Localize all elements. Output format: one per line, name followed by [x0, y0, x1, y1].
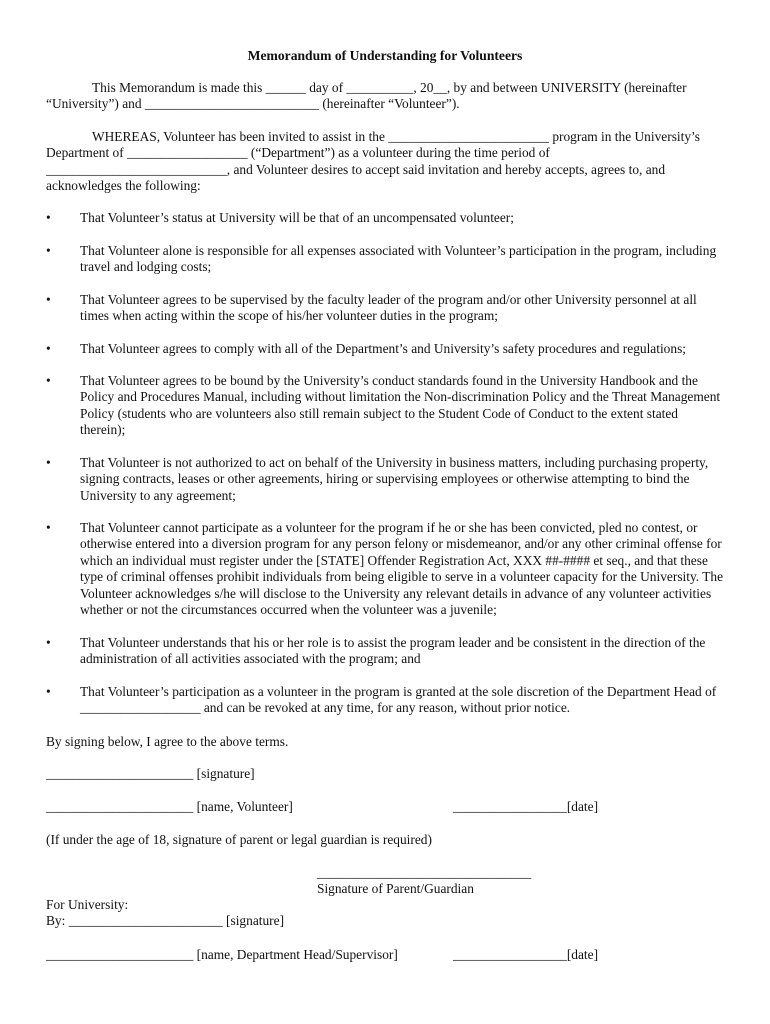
bullet-text: That Volunteer alone is responsible for all expenses associated with Volunteer’s participation in the program, including travel and lodging costs; [80, 243, 717, 275]
bullet-item [46, 635, 726, 668]
volunteer-signature-line: ______________________ [signature] [46, 766, 255, 781]
bullet-item [46, 341, 726, 357]
department-head-date-line: _________________[date] [453, 947, 599, 962]
bullet-item [46, 373, 726, 439]
bullet-symbol: • [46, 243, 51, 258]
bullet-item [46, 210, 726, 226]
bullet-item [46, 684, 726, 717]
volunteer-date-line: _________________[date] [453, 799, 599, 814]
bullet-item [46, 243, 726, 276]
bullet-text: That Volunteer understands that his or her role is to assist the program leader and be consistent in the direction of the administration of all activities associated with the program; and [80, 635, 706, 667]
department-head-name-line: ______________________ [name, Department Head/Supervisor] [46, 947, 398, 962]
for-university-label: For University: [46, 897, 129, 912]
bullet-text: That Volunteer agrees to comply with all of the Department’s and University’s safety procedures and regulations; [80, 341, 687, 356]
bullet-text: That Volunteer’s status at University will be that of an uncompensated volunteer; [80, 210, 514, 225]
intro-paragraph: This Memorandum is made this ______ day of __________, 20__, by and between UNIVERSITY (hereinafter “University”) and __________________________ (hereinafter “Volunteer”). [46, 80, 687, 112]
bullet-symbol: • [46, 292, 51, 307]
bullet-item [46, 455, 726, 504]
guardian-signature-line: ________________________________ [317, 865, 532, 880]
bullet-item [46, 292, 726, 325]
bullet-symbol: • [46, 520, 51, 535]
guardian-signature-label: Signature of Parent/Guardian [317, 881, 474, 896]
document-title: Memorandum of Understanding for Volunteers [247, 48, 523, 63]
bullet-text: That Volunteer’s participation as a volunteer in the program is granted at the sole discretion of the Department Head of __________________ and can be revoked at any time, for any reason, without prior notice. [80, 684, 717, 716]
guardian-note: (If under the age of 18, signature of parent or legal guardian is required) [46, 832, 432, 847]
bullet-symbol: • [46, 455, 51, 470]
bullet-symbol: • [46, 341, 51, 356]
bullet-symbol: • [46, 373, 51, 388]
bullet-text: That Volunteer is not authorized to act on behalf of the University in business matters, including purchasing property, signing contracts, leases or other agreements, hiring or supervising employees or otherwise attempting to bind the University to any agreement; [80, 455, 709, 503]
bullet-item [46, 520, 726, 618]
whereas-paragraph: WHEREAS, Volunteer has been invited to assist in the ________________________ program in the University’s Department of __________________ (“Department”) as a volunteer during the time period of ___________________________, and Volunteer desires to accept said invitation and hereby accepts, agrees to, and acknowledges the following: [46, 129, 700, 194]
bullet-symbol: • [46, 635, 51, 650]
university-signature-line: By: _______________________ [signature] [46, 913, 285, 928]
bullet-text: That Volunteer agrees to be supervised by the faculty leader of the program and/or other University personnel at all times when acting within the scope of his/her volunteer duties in the program; [80, 292, 697, 324]
volunteer-name-line: ______________________ [name, Volunteer] [46, 799, 293, 814]
bullet-symbol: • [46, 210, 51, 225]
bullet-symbol: • [46, 684, 51, 699]
agreement-statement: By signing below, I agree to the above terms. [46, 734, 289, 749]
bullet-text: That Volunteer agrees to be bound by the University’s conduct standards found in the University Handbook and the Policy and Procedures Manual, including without limitation the Non-discrimination Policy and the Threat Management Policy (students who are volunteers also still remain subject to the Student Code of Conduct to the extent stated therein); [80, 373, 721, 438]
bullet-text: That Volunteer cannot participate as a volunteer for the program if he or she has been convicted, pled no contest, or otherwise entered into a diversion program for any person felony or misdemeanor, and/or any other criminal offense for which an individual must register under the [STATE] Offender Registration Act, XXX ##-#### et seq., and that these type of criminal offenses prohibit individuals from being eligible to serve in a volunteer capacity for the University. The Volunteer acknowledges s/he will disclose to the University any relevant details in advance of any volunteer activities whether or not the circumstances occurred when the volunteer was a juvenile; [80, 520, 724, 618]
